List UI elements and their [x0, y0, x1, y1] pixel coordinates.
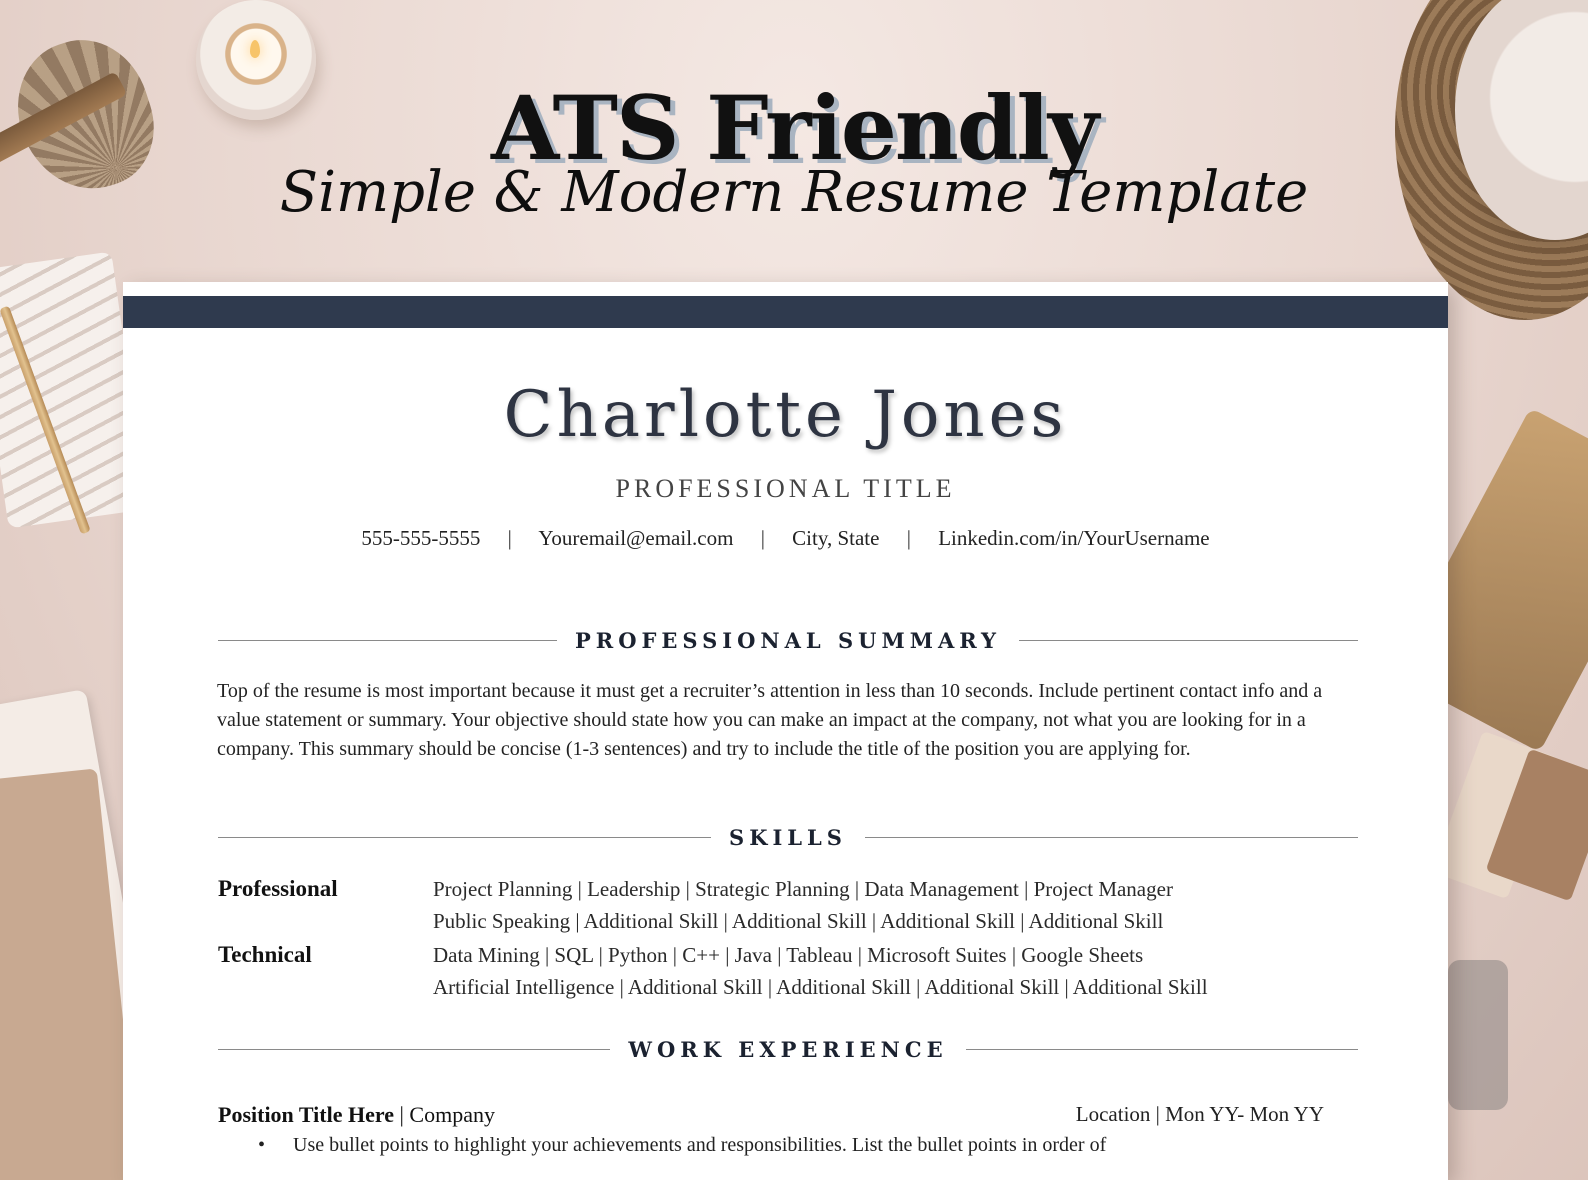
divider	[966, 1049, 1358, 1050]
contact-phone: 555-555-5555	[361, 526, 481, 550]
skills-professional-line: Public Speaking | Additional Skill | Additional Skill | Additional Skill | Additional Skill	[433, 909, 1164, 933]
skills-heading-label: SKILLS	[729, 824, 847, 850]
resume-name: Charlotte Jones	[503, 378, 1068, 452]
contact-email: Youremail@email.com	[538, 526, 734, 550]
skills-professional-label: Professional	[218, 876, 338, 901]
contact-separator: |	[760, 526, 765, 550]
job-position: Position Title Here	[218, 1102, 394, 1127]
experience-heading	[218, 1034, 1358, 1064]
professional-title: PROFESSIONAL TITLE	[615, 474, 956, 503]
banner-headline: ATS Friendly	[491, 76, 1097, 180]
contact-separator: |	[507, 526, 512, 550]
skills-technical-line: Data Mining | SQL | Python | C++ | Java | Tableau | Microsoft Suites | Google Sheets	[433, 943, 1144, 967]
contact-separator: |	[906, 526, 911, 550]
skills-technical-label: Technical	[218, 942, 312, 967]
job-company: Company	[409, 1102, 495, 1127]
phone-decoration	[1448, 960, 1508, 1110]
job-separator: |	[394, 1102, 410, 1127]
divider	[865, 837, 1358, 838]
divider	[218, 1049, 610, 1050]
summary-heading-label: PROFESSIONAL SUMMARY	[574, 627, 1002, 653]
job-location-dates: Location | Mon YY- Mon YY	[1075, 1102, 1324, 1126]
divider	[1019, 640, 1358, 641]
job-title-line	[218, 1102, 495, 1128]
job-bullet: • Use bullet points to highlight your achievements and responsibilities. List the bullet points in order of	[258, 1134, 1106, 1157]
banner-subline: Simple & Modern Resume Template	[279, 160, 1309, 225]
resume-page	[123, 282, 1448, 1180]
summary-text: Top of the resume is most important because it must get a recruiter’s attention in less than 10 seconds. Include pertinent contact info and a value statement or summary. Your objective should state how you can make an impact at the company, not what you are looking for in a company. This summary should be concise (1-3 sentences) and try to include the title of the position you are applying for.	[217, 680, 1323, 760]
accent-bar	[123, 296, 1448, 328]
summary-heading	[218, 625, 1358, 655]
skills-technical-line: Artificial Intelligence | Additional Skill | Additional Skill | Additional Skill | Additional Skill	[433, 975, 1208, 999]
experience-heading-label: WORK EXPERIENCE	[628, 1036, 948, 1062]
candle-flame-icon	[250, 40, 260, 58]
skills-professional-line: Project Planning | Leadership | Strategic Planning | Data Management | Project Manager	[433, 877, 1173, 901]
skills-heading	[218, 822, 1358, 852]
contact-linkedin: Linkedin.com/in/YourUsername	[938, 526, 1210, 550]
contact-location: City, State	[792, 526, 880, 550]
divider	[218, 640, 557, 641]
divider	[218, 837, 711, 838]
contact-line	[123, 526, 1448, 551]
